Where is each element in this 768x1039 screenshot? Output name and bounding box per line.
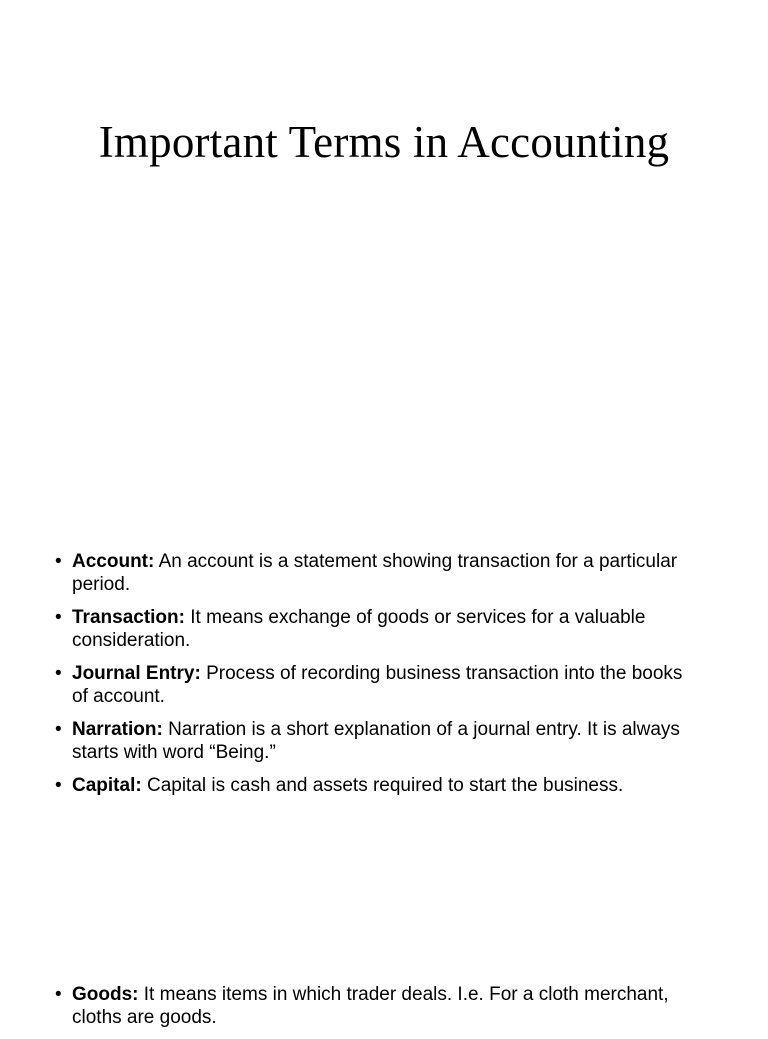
bullet-icon: • bbox=[55, 775, 62, 796]
term-definition: Process of recording business transaction into the books of account. bbox=[72, 663, 683, 707]
bullet-icon: • bbox=[55, 719, 62, 740]
term-item-account bbox=[52, 550, 692, 596]
term-definition: Capital is cash and assets required to start the business. bbox=[146, 775, 624, 796]
term-definition: It means exchange of goods or services for a valuable consideration. bbox=[72, 607, 646, 651]
term-label: Narration: bbox=[72, 719, 163, 740]
bullet-icon: • bbox=[55, 551, 62, 572]
bullet-icon: • bbox=[55, 663, 62, 684]
term-item-narration bbox=[52, 718, 692, 764]
term-item-transaction bbox=[52, 606, 692, 652]
term-label: Capital: bbox=[72, 775, 142, 796]
term-item-journal-entry bbox=[52, 662, 692, 708]
term-label: Transaction: bbox=[72, 607, 185, 628]
term-label: Goods: bbox=[72, 984, 139, 1005]
term-label: Journal Entry: bbox=[72, 663, 201, 684]
term-definition: An account is a statement showing transaction for a particular period. bbox=[72, 551, 678, 595]
terms-list-continued bbox=[52, 983, 692, 1039]
bullet-icon: • bbox=[55, 607, 62, 628]
term-definition: Narration is a short explanation of a journal entry. It is always starts with word “Being.” bbox=[72, 719, 680, 763]
term-label: Account: bbox=[72, 551, 155, 572]
term-definition: It means items in which trader deals. I.e. For a cloth merchant, cloths are goods. bbox=[72, 984, 669, 1028]
slide-title: Important Terms in Accounting bbox=[98, 117, 670, 167]
term-item-capital bbox=[52, 774, 692, 797]
bullet-icon: • bbox=[55, 984, 62, 1005]
terms-list bbox=[52, 550, 692, 807]
term-item-goods bbox=[52, 983, 692, 1029]
